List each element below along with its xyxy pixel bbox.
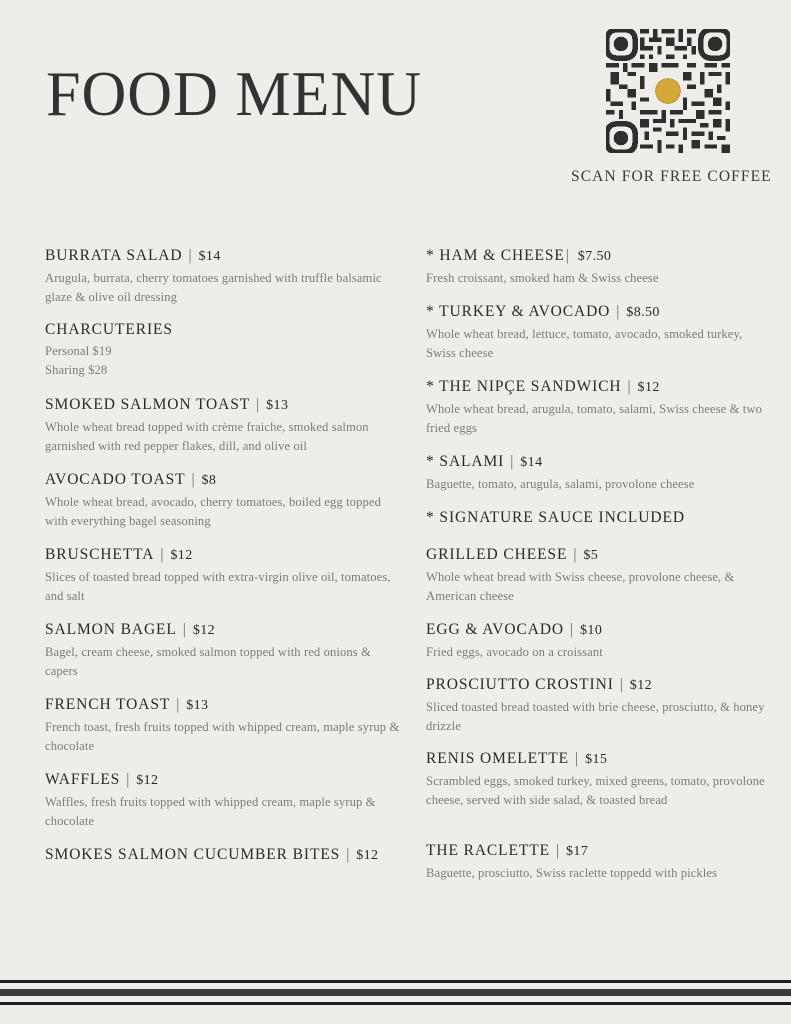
footer-stripe-top [0, 980, 791, 983]
menu-item [45, 246, 400, 306]
item-description: Whole wheat bread, arugula, tomato, salami, Swiss cheese & two fried eggs [426, 402, 762, 435]
item-description: Scrambled eggs, smoked turkey, mixed greens, tomato, provolone cheese, served with side salad, & toasted bread [426, 774, 765, 807]
page-title: FOOD MENU [46, 58, 423, 129]
menu-item [45, 695, 400, 755]
item-heading: FRENCH TOAST | $13 [45, 696, 209, 713]
menu-item [426, 545, 766, 605]
item-heading: RENIS OMELETTE | $15 [426, 750, 608, 767]
menu-item [426, 749, 766, 809]
menu-item [426, 452, 766, 494]
item-heading: EGG & AVOCADO | $10 [426, 621, 603, 638]
item-description: Baguette, prosciutto, Swiss raclette toppedd with pickles [426, 866, 718, 880]
item-description: Fried eggs, avocado on a croissant [426, 645, 603, 659]
item-description: Fresh croissant, smoked ham & Swiss cheese [426, 271, 659, 285]
item-description: Whole wheat bread topped with crème fraiche, smoked salmon garnished with red pepper flakes, dill, and olive oil [45, 420, 369, 453]
item-description: Whole wheat bread, lettuce, tomato, avocado, smoked turkey, Swiss cheese [426, 327, 743, 360]
item-heading: BURRATA SALAD | $14 [45, 247, 221, 264]
note-text: * SIGNATURE SAUCE INCLUDED [426, 509, 685, 526]
item-description: French toast, fresh fruits topped with whipped cream, maple syrup & chocolate [45, 720, 400, 753]
signature-sauce-note [426, 509, 766, 527]
item-heading: * SALAMI | $14 [426, 453, 543, 470]
item-heading: WAFFLES | $12 [45, 771, 159, 788]
item-heading: CHARCUTERIES [45, 321, 173, 338]
item-description: Arugula, burrata, cherry tomatoes garnished with truffle balsamic glaze & olive oil dressing [45, 271, 382, 304]
menu-item [426, 246, 766, 288]
menu-item [45, 395, 400, 455]
menu-item [426, 377, 766, 437]
item-description: Sliced toasted bread toasted with brie cheese, prosciutto, & honey drizzle [426, 700, 765, 733]
footer-stripe-middle [0, 989, 791, 996]
menu-item [45, 620, 400, 680]
menu-item [426, 620, 766, 662]
menu-item [426, 841, 766, 883]
menu-item [426, 675, 766, 735]
item-description: Slices of toasted bread topped with extra-virgin olive oil, tomatoes, and salt [45, 570, 391, 603]
menu-item [45, 770, 400, 830]
menu-item [45, 545, 400, 605]
item-heading: THE RACLETTE | $17 [426, 842, 589, 859]
item-heading: * HAM & CHEESE| $7.50 [426, 247, 612, 264]
item-heading: AVOCADO TOAST | $8 [45, 471, 217, 488]
menu-item [426, 302, 766, 362]
item-description: Personal $19 Sharing $28 [45, 344, 112, 377]
item-heading: * TURKEY & AVOCADO | $8.50 [426, 303, 660, 320]
qr-caption: SCAN FOR FREE COFFEE [571, 168, 772, 185]
item-description: Whole wheat bread with Swiss cheese, provolone cheese, & American cheese [426, 570, 735, 603]
item-description: Waffles, fresh fruits topped with whipped cream, maple syrup & chocolate [45, 795, 376, 828]
menu-item [45, 845, 400, 866]
item-heading: SALMON BAGEL | $12 [45, 621, 216, 638]
item-heading: GRILLED CHEESE | $5 [426, 546, 599, 563]
item-heading: PROSCIUTTO CROSTINI | $12 [426, 676, 652, 693]
item-heading: * THE NIPÇE SANDWICH | $12 [426, 378, 660, 395]
footer-stripe-bottom [0, 1002, 791, 1005]
menu-item [45, 470, 400, 530]
menu-item [45, 320, 400, 379]
qr-code-icon[interactable] [606, 29, 730, 153]
item-heading: SMOKES SALMON CUCUMBER BITES | $12 [45, 846, 379, 863]
item-description: Whole wheat bread, avocado, cherry tomatoes, boiled egg topped with everything bagel seasoning [45, 495, 381, 528]
item-description: Bagel, cream cheese, smoked salmon topped with red onions & capers [45, 645, 371, 678]
item-heading: SMOKED SALMON TOAST | $13 [45, 396, 289, 413]
item-heading: BRUSCHETTA | $12 [45, 546, 193, 563]
item-description: Baguette, tomato, arugula, salami, provolone cheese [426, 477, 695, 491]
